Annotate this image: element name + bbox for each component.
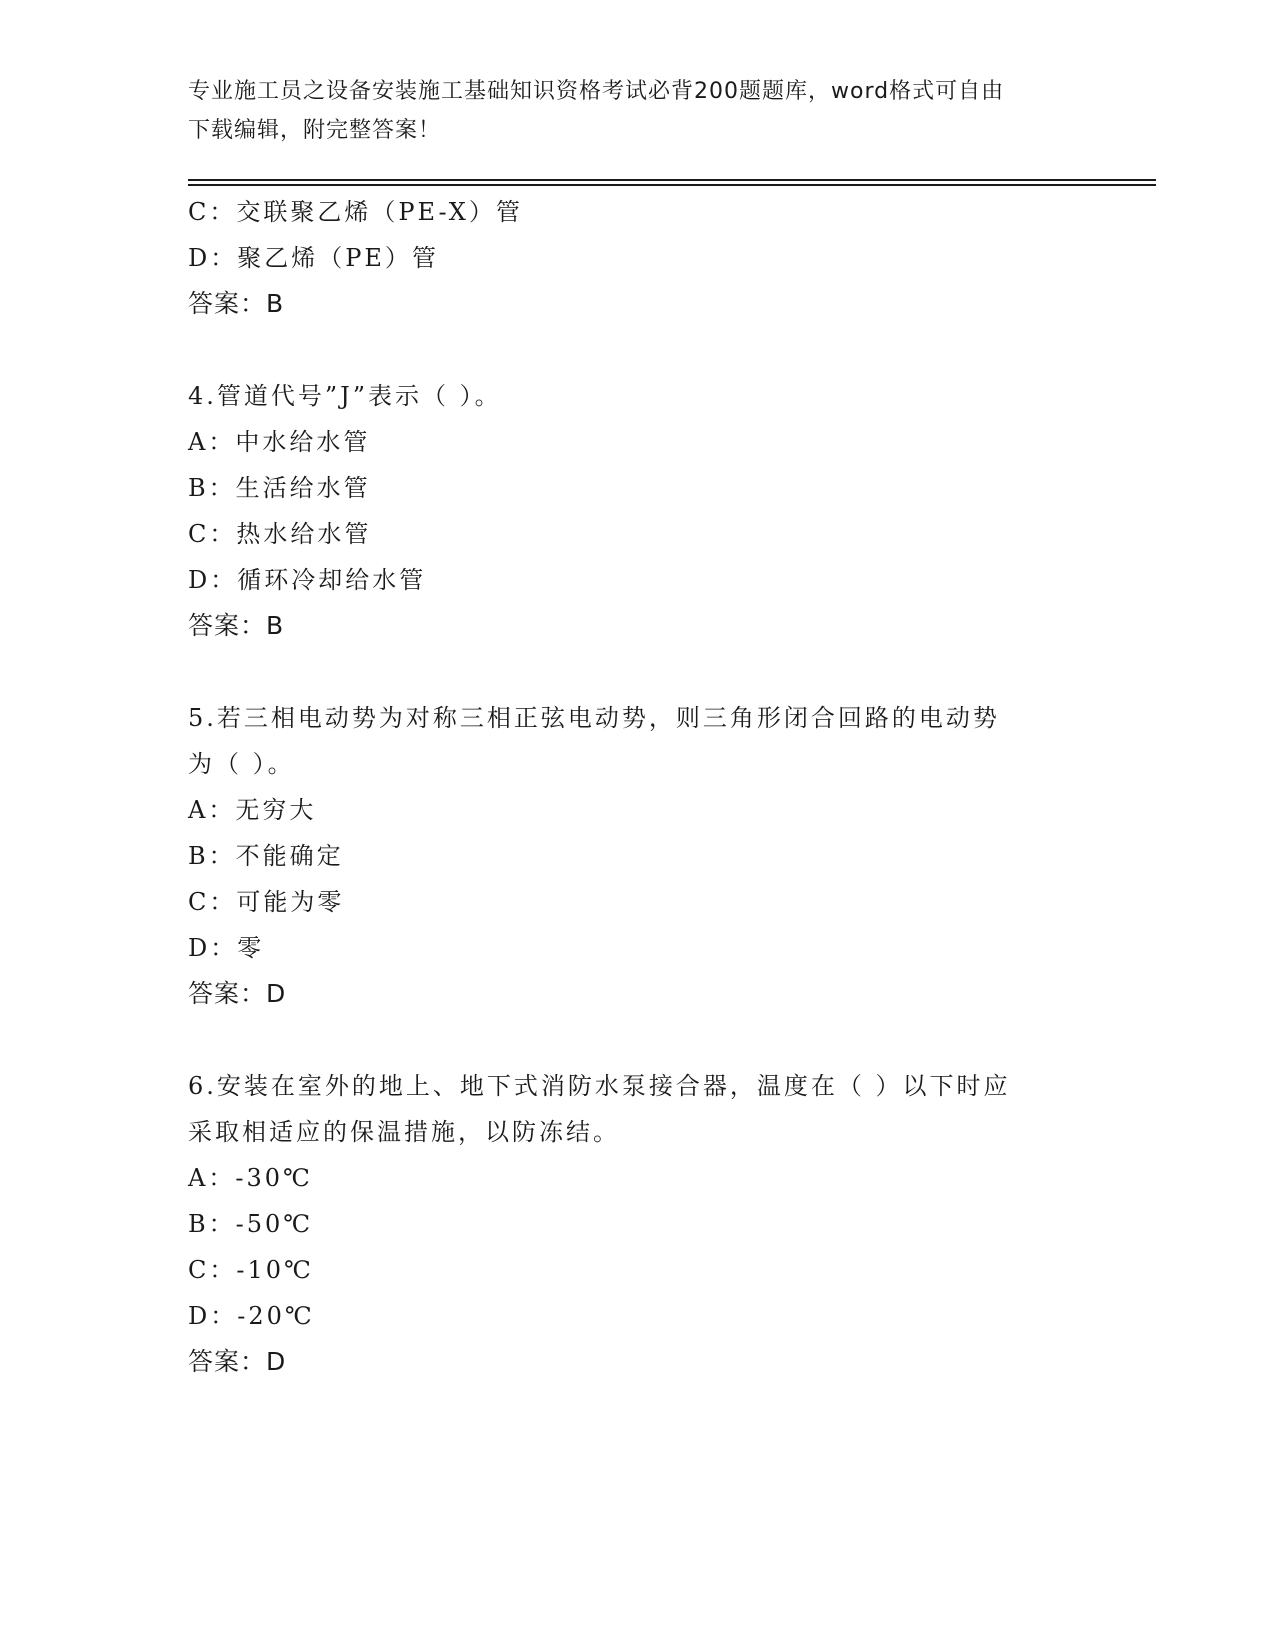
- option-a: A：无穷大: [188, 796, 317, 824]
- option-c: C：交联聚乙烯（PE-X）管: [188, 198, 523, 226]
- option-b: B：生活给水管: [188, 474, 371, 502]
- option-c: C：可能为零: [188, 888, 345, 916]
- option-d: D：聚乙烯（PE）管: [188, 244, 439, 272]
- option-d: D：零: [188, 934, 265, 962]
- answer-label: 答案：B: [188, 289, 285, 318]
- question-4: [188, 373, 1088, 649]
- option-a: A：-30℃: [188, 1164, 313, 1192]
- answer-label: 答案：D: [188, 979, 287, 1008]
- question-stem-line-2: 采取相适应的保温措施，以防冻结。: [188, 1118, 620, 1146]
- question-list: [188, 189, 1088, 1385]
- question-3-partial: [188, 189, 1088, 327]
- question-6: [188, 1063, 1088, 1385]
- question-stem: 4.管道代号”J”表示（ ）。: [188, 382, 502, 410]
- question-spacer: [188, 327, 1088, 373]
- answer-label: 答案：B: [188, 611, 285, 640]
- question-stem-line-1: 5.若三相电动势为对称三相正弦电动势，则三角形闭合回路的电动势: [188, 704, 1000, 732]
- option-d: D：-20℃: [188, 1302, 315, 1330]
- question-stem-line-2: 为（ ）。: [188, 750, 295, 778]
- option-b: B：-50℃: [188, 1210, 314, 1238]
- header-divider-bottom: [188, 184, 1156, 186]
- question-5: [188, 695, 1088, 1017]
- option-c: C：热水给水管: [188, 520, 372, 548]
- option-a: A：中水给水管: [188, 428, 371, 456]
- document-header: [188, 72, 1068, 150]
- header-title-line-2: 下载编辑，附完整答案！: [188, 118, 442, 143]
- option-d: D：循环冷却给水管: [188, 566, 427, 594]
- question-spacer: [188, 649, 1088, 695]
- answer-label: 答案：D: [188, 1347, 287, 1376]
- option-c: C：-10℃: [188, 1256, 314, 1284]
- question-stem-line-1: 6.安装在室外的地上、地下式消防水泵接合器，温度在（ ）以下时应: [188, 1072, 1011, 1100]
- header-divider-top: [188, 179, 1156, 181]
- header-title-line-1: 专业施工员之设备安装施工基础知识资格考试必背200题题库，word格式可自由: [188, 79, 1005, 104]
- question-spacer: [188, 1017, 1088, 1063]
- option-b: B：不能确定: [188, 842, 344, 870]
